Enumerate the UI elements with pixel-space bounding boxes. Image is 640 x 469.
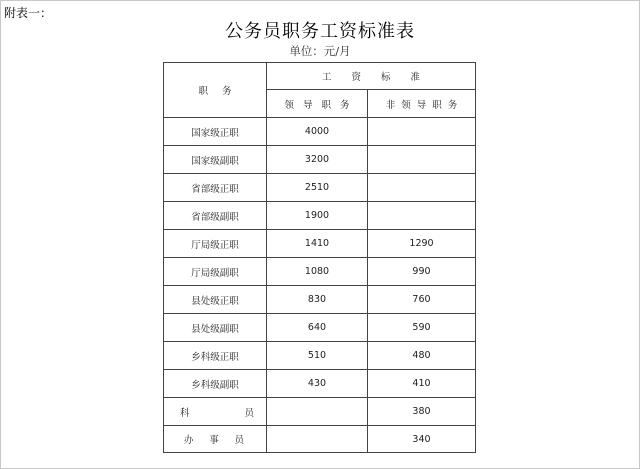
table-row [164, 398, 476, 426]
table-row [164, 118, 476, 146]
position-char: 员 [244, 407, 254, 419]
nonleading-salary-cell: 1290 [368, 230, 476, 258]
leading-salary-cell: 3200 [267, 146, 368, 174]
nonleading-salary-cell: 990 [368, 258, 476, 286]
position-char: 事 [209, 435, 219, 446]
table-row [164, 202, 476, 230]
table-row [164, 258, 476, 286]
position-char: 员 [234, 435, 244, 446]
position-cell: 国家级副职 [164, 146, 267, 174]
nonleading-salary-cell: 340 [368, 426, 476, 453]
leading-salary-cell: 830 [267, 286, 368, 314]
nonleading-salary-cell [368, 174, 476, 202]
nonleading-salary-cell: 410 [368, 370, 476, 398]
unit-label: 单位：元/月 [289, 44, 351, 58]
leading-salary-cell: 510 [267, 342, 368, 370]
position-cell: 乡科级副职 [164, 370, 267, 398]
header-leading-position: 领导职务 [267, 90, 368, 118]
nonleading-salary-cell [368, 146, 476, 174]
position-char: 办 [184, 435, 194, 446]
table-row [164, 426, 476, 453]
position-cell: 厅局级正职 [164, 230, 267, 258]
position-char: 科 [180, 407, 190, 419]
leading-salary-cell: 1080 [267, 258, 368, 286]
position-cell: 厅局级副职 [164, 258, 267, 286]
position-cell: 乡科级正职 [164, 342, 267, 370]
position-cell: 省部级副职 [164, 202, 267, 230]
table-row [164, 370, 476, 398]
table-row [164, 146, 476, 174]
position-cell: 县处级正职 [164, 286, 267, 314]
leading-salary-cell [267, 426, 368, 453]
leading-salary-cell: 640 [267, 314, 368, 342]
header-nonleading-position: 非领导职务 [368, 90, 476, 118]
table-row [164, 286, 476, 314]
header-position: 职务 [164, 63, 267, 118]
header-salary-standard: 工资标准 [267, 63, 476, 90]
leading-salary-cell: 1900 [267, 202, 368, 230]
nonleading-salary-cell: 760 [368, 286, 476, 314]
position-cell: 省部级正职 [164, 174, 267, 202]
position-cell: 县处级副职 [164, 314, 267, 342]
leading-salary-cell [267, 398, 368, 426]
nonleading-salary-cell: 590 [368, 314, 476, 342]
document-title: 公务员职务工资标准表 [225, 21, 415, 42]
table-row [164, 314, 476, 342]
table-row [164, 230, 476, 258]
salary-standard-table [163, 62, 476, 453]
position-cell-keyuan [164, 398, 267, 426]
nonleading-salary-cell: 480 [368, 342, 476, 370]
leading-salary-cell: 2510 [267, 174, 368, 202]
nonleading-salary-cell [368, 118, 476, 146]
position-cell: 国家级正职 [164, 118, 267, 146]
table-row [164, 174, 476, 202]
annex-label: 附表一： [4, 6, 53, 20]
table-row [164, 342, 476, 370]
leading-salary-cell: 1410 [267, 230, 368, 258]
nonleading-salary-cell [368, 202, 476, 230]
leading-salary-cell: 4000 [267, 118, 368, 146]
leading-salary-cell: 430 [267, 370, 368, 398]
position-cell-banshiyuan [164, 426, 267, 453]
nonleading-salary-cell: 380 [368, 398, 476, 426]
